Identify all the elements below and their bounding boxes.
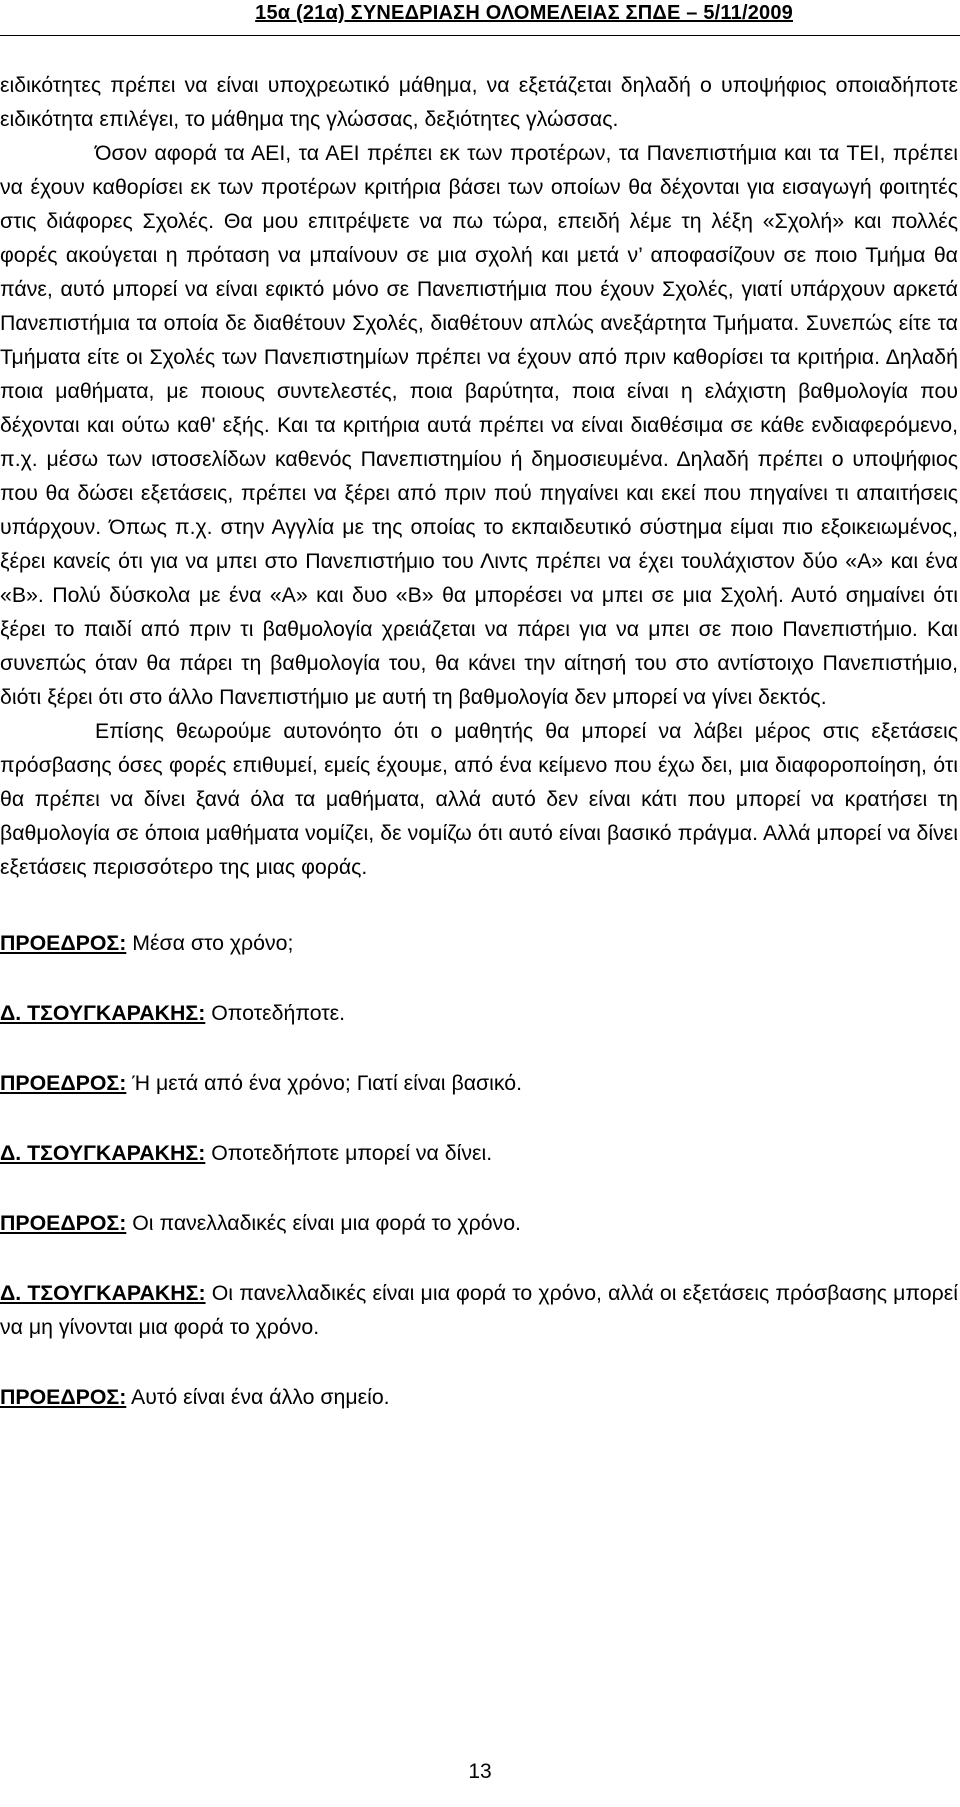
page-header	[0, 0, 960, 40]
header-divider	[0, 35, 960, 36]
dialogue-text: Οποτεδήποτε.	[205, 1001, 346, 1025]
header-title: 15α (21α) ΣΥΝΕΔΡΙΑΣΗ ΟΛΟΜΕΛΕΙΑΣ ΣΠΔΕ – 5/11/2009	[255, 2, 793, 24]
speaker-label: Δ. ΤΣΟΥΓΚΑΡΑΚΗΣ:	[0, 1281, 206, 1305]
spacer	[0, 1030, 958, 1066]
dialogue-line	[0, 1380, 958, 1414]
dialogue-line	[0, 1066, 958, 1100]
dialogue-text: Οι πανελλαδικές είναι μια φορά το χρόνο.	[126, 1211, 521, 1235]
dialogue-line	[0, 926, 958, 960]
spacer	[0, 1344, 958, 1380]
document-body	[0, 68, 958, 1414]
dialogue-line	[0, 996, 958, 1030]
paragraph-1: ειδικότητες πρέπει να είναι υποχρεωτικό μάθημα, να εξετάζεται δηλαδή ο υποψήφιος οποιαδήποτε ειδικότητα επιλέγει, το μάθημα της γλώσσας, δεξιότητες γλώσσας.	[0, 73, 958, 131]
speaker-label: Δ. ΤΣΟΥΓΚΑΡΑΚΗΣ:	[0, 1001, 206, 1025]
speaker-label: ΠΡΟΕΔΡΟΣ:	[0, 931, 127, 955]
paragraph-3: Επίσης θεωρούμε αυτονόητο ότι ο μαθητής θα μπορεί να λάβει μέρος στις εξετάσεις πρόσβασης όσες φορές επιθυμεί, εμείς έχουμε, από ένα κείμενο που έχω δει, μια διαφοροποίηση, ότι θα πρέπει να δίνει ξανά όλα τα μαθήματα, αλλά αυτό δεν είναι κάτι που μπορεί να κρατήσει τη βαθμολογία σε όποια μαθήματα νομίζει, δε νομίζω ότι αυτό είναι βασικό πράγμα. Αλλά μπορεί να δίνει εξετάσεις περισσότερο της μιας φοράς.	[0, 719, 958, 879]
spacer	[0, 1240, 958, 1276]
spacer	[0, 1170, 958, 1206]
speaker-label: ΠΡΟΕΔΡΟΣ:	[0, 1071, 127, 1095]
spacer	[0, 884, 958, 926]
speaker-label: ΠΡΟΕΔΡΟΣ:	[0, 1211, 127, 1235]
spacer	[0, 960, 958, 996]
dialogue-text: Μέσα στο χρόνο;	[126, 931, 294, 955]
dialogue-text: Αυτό είναι ένα άλλο σημείο.	[126, 1385, 390, 1409]
dialogue-text: Ή μετά από ένα χρόνο; Γιατί είναι βασικό.	[126, 1071, 523, 1095]
speaker-label: Δ. ΤΣΟΥΓΚΑΡΑΚΗΣ:	[0, 1141, 206, 1165]
page-number: 13	[468, 1760, 492, 1783]
dialogue-text: Οι πανελλαδικές είναι μια φορά το χρόνο, αλλά οι εξετάσεις πρόσβασης μπορεί να μη γίνονται μια φορά το χρόνο.	[0, 1281, 958, 1339]
dialogue-text: Οποτεδήποτε μπορεί να δίνει.	[205, 1141, 493, 1165]
dialogue-line	[0, 1206, 958, 1240]
speaker-label: ΠΡΟΕΔΡΟΣ:	[0, 1385, 127, 1409]
dialogue-line	[0, 1136, 958, 1170]
spacer	[0, 1100, 958, 1136]
paragraph-2: Όσον αφορά τα ΑΕΙ, τα ΑΕΙ πρέπει εκ των προτέρων, τα Πανεπιστήμια και τα ΤΕΙ, πρέπει να έχουν καθορίσει εκ των προτέρων κριτήρια βάσει των οποίων θα δέχονται για εισαγωγή φοιτητές στις διάφορες Σχολές. Θα μου επιτρέψετε να πω τώρα, επειδή λέμε τη λέξη «Σχολή» και πολλές φορές ακούγεται η πρόταση να μπαίνουν σε μια σχολή και μετά ν’ αποφασίζουν σε ποιο Τμήμα θα πάνε, αυτό μπορεί να είναι εφικτό μόνο σε Πανεπιστήμια που έχουν Σχολές, γιατί υπάρχουν αρκετά Πανεπιστήμια τα οποία δε διαθέτουν Σχολές, διαθέτουν απλώς ανεξάρτητα Τμήματα. Συνεπώς είτε τα Τμήματα είτε οι Σχολές των Πανεπιστημίων πρέπει να έχουν από πριν καθορίσει τα κριτήρια. Δηλαδή ποια μαθήματα, με ποιους συντελεστές, ποια βαρύτητα, ποια είναι η ελάχιστη βαθμολογία που δέχονται και ούτω καθ' εξής. Και τα κριτήρια αυτά πρέπει να είναι διαθέσιμα σε κάθε ενδιαφερόμενο, π.χ. μέσω των ιστοσελίδων καθενός Πανεπιστημίου ή δημοσιευμένα. Δηλαδή πρέπει ο υποψήφιος που θα δώσει εξετάσεις, πρέπει να ξέρει από πριν πού πηγαίνει και εκεί που πηγαίνει τι απαιτήσεις υπάρχουν. Όπως π.χ. στην Αγγλία με της οποίας το εκπαιδευτικό σύστημα είμαι πιο εξοικειωμένος, ξέρει κανείς ότι για να μπει στο Πανεπιστήμιο του Λιντς πρέπει να έχει τουλάχιστον δύο «Α» και ένα «Β». Πολύ δύσκολα με ένα «Α» και δυο «Β» θα μπορέσει να μπει σε μια Σχολή. Αυτό σημαίνει ότι ξέρει το παιδί από πριν τι βαθμολογία χρειάζεται να πάρει για να μπει σε ποιο Πανεπιστήμιο. Και συνεπώς όταν θα πάρει τη βαθμολογία του, θα κάνει την αίτησή του στο αντίστοιχο Πανεπιστήμιο, διότι ξέρει ότι στο άλλο Πανεπιστήμιο με αυτή τη βαθμολογία δεν μπορεί να γίνει δεκτός.	[0, 141, 958, 709]
dialogue-line	[0, 1276, 958, 1344]
